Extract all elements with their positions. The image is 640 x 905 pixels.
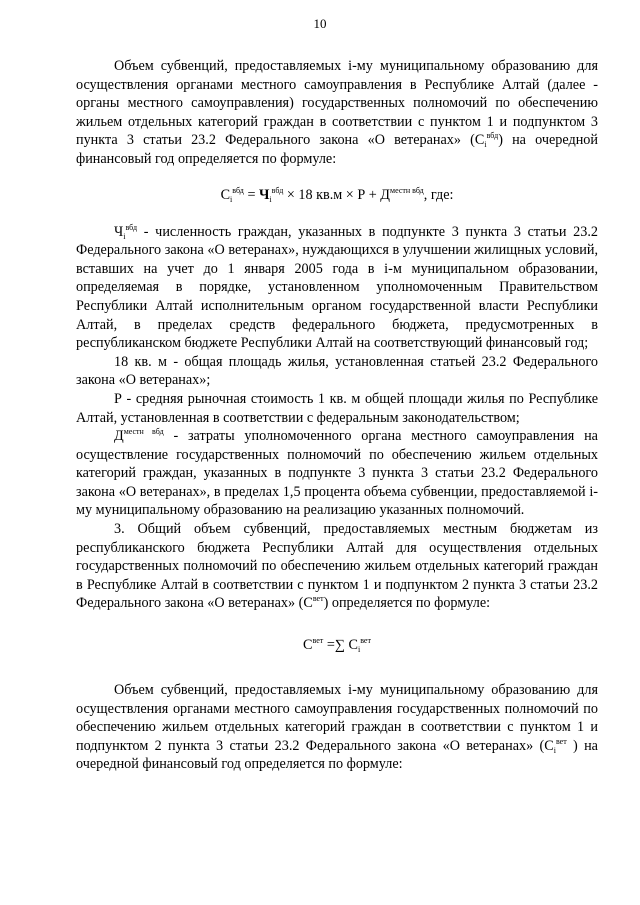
symbol-c-i-vet: $С_i^{вет}$ <box>544 736 567 755</box>
definition-p: Р - средняя рыночная стоимость 1 кв. м общей площади жилья по Республике Алтай, установленная в соответствии с федеральным законодательством; <box>76 390 598 426</box>
paragraph-3-total-volume: 3. Общий объем субвенций, предоставляемых местным бюджетам из республиканского бюджета Республики Алтай для осуществления отдельных государственных полномочий по обеспечению жильем отдельных категорий граждан в Республике Алтай в соответствии с пунктом 1 и подпунктом 2 пункта 3 статьи 23.2 Федерального закона «О ветеранах» $(С^{вет})$ определяется по формуле: <box>76 521 598 612</box>
formula-1: $С_i^{вбд} = Ч_i^{вбд} \times 18$ $кв.м \times Р + Д^{местн вбд}$, где: <box>220 185 454 204</box>
symbol-c-i-vbd: $С_i^{вбд}$ <box>474 131 499 150</box>
symbol-c-vet: $С^{вет}$ <box>303 594 324 612</box>
page-number: 10 <box>313 16 327 31</box>
formula-2: $С^{вет}$ =∑ $С_i^{вет}$ <box>303 636 371 655</box>
definition-18-sqm: 18 кв. м - общая площадь жилья, установленная статьей 23.2 Федерального закона «О ветеранах»; <box>76 353 598 389</box>
symbol-ch-i-vbd: $Ч_i^{вбд}$ <box>114 222 138 241</box>
symbol-d-mestn-vbd: $Д^{местн вбд}$ <box>114 427 164 445</box>
document-body <box>76 57 598 774</box>
paragraph-subvention-volume-2: Объем субвенций, предоставляемых i-му муниципальному образованию для осуществления органами местного самоуправления государственных полномочий по обеспечению жильем отдельных категорий граждан в соответствии с пунктом 1 и подпунктом 2 пункта 3 статьи 23.2 Федерального закона «О ветеранах» ($С_i^{вет}$ ) на очередной финансовый год определяется по формуле: <box>76 682 598 773</box>
definition-d: $Д^{местн вбд}$ - затраты уполномоченного органа местного самоуправления на осуществление государственных полномочий по обеспечению жильем отдельных категорий граждан, указанных в подпункте 3 пункта 3 статьи 23.2 Федерального закона «О ветеранах», в пределах 1,5 процента объема субвенции, предоставляемой i-му муниципальному образованию на реализацию указанных полномочий. <box>76 427 598 519</box>
paragraph-subvention-volume-1: Объем субвенций, предоставляемых i-му муниципальному образованию для осуществления органами местного самоуправления в Республике Алтай (далее - органы местного самоуправления) государственных полномочий по обеспечению жильем отдельных категорий граждан в соответствии с пунктом 1 и подпунктом 3 пункта 3 статьи 23.2 Федерального закона «О ветеранах» $(С_i^{вбд})$ на очередной финансовый год определяется по формуле: <box>76 58 598 167</box>
definition-ch: $Ч_i^{вбд}$ - численность граждан, указанных в подпункте 3 пункта 3 статьи 23.2 Федерального закона «О ветеранах», нуждающихся в улучшении жилищных условий, вставших на учет до 1 января 2005 года в i-м муниципальном образовании, определяемая в порядке, установленном уполномоченным Правительством Республики Алтай исполнительным органом государственной власти Республики Алтай, в пределах средств федерального бюджета, предусмотренных в республиканском бюджете Республики Алтай на соответствующий финансовый год; <box>76 222 598 352</box>
